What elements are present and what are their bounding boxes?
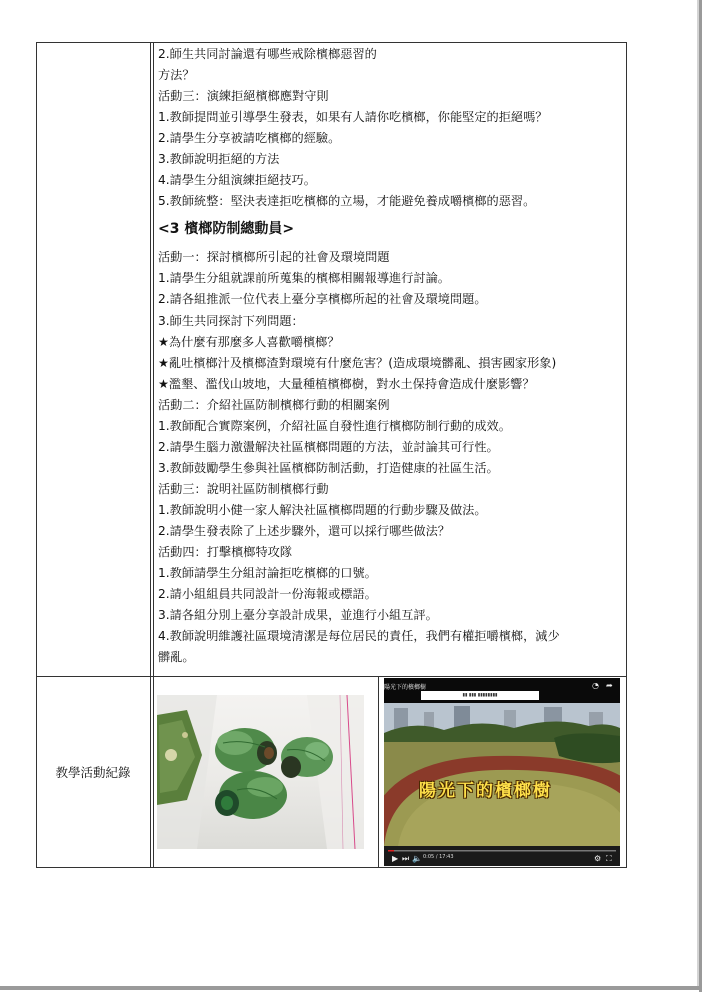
lesson-line: 4.教師說明維護社區環境清潔是每位居民的責任，我們有權拒嚼檳榔，減少 bbox=[158, 629, 560, 644]
lesson-content bbox=[158, 44, 626, 668]
lesson-line: 3.教師說明拒絕的方法 bbox=[158, 152, 280, 167]
lesson-line: 活動四：打擊檳榔特攻隊 bbox=[158, 545, 293, 560]
lesson-line: 1.教師提問並引導學生發表，如果有人請你吃檳榔，你能堅定的拒絕嗎？ bbox=[158, 110, 548, 125]
fullscreen-icon[interactable]: ⛶ bbox=[606, 854, 612, 863]
clock-icon[interactable]: ◔ bbox=[592, 681, 599, 690]
lesson-line: 活動二：介紹社區防制檳榔行動的相關案例 bbox=[158, 397, 390, 412]
lesson-line: ★為什麼有那麼多人喜歡嚼檳榔？ bbox=[158, 334, 340, 349]
settings-icon[interactable]: ⚙ bbox=[594, 854, 602, 863]
lesson-line: 3.教師鼓勵學生參與社區檳榔防制活動，打造健康的社區生活。 bbox=[158, 460, 499, 475]
lesson-line: ★濫墾、濫伐山坡地，大量種植檳榔樹，對水土保持會造成什麼影響？ bbox=[158, 376, 535, 391]
lesson-line: 活動三：說明社區防制檳榔行動 bbox=[158, 481, 329, 496]
record-label: 教學活動紀錄 bbox=[55, 765, 131, 780]
volume-icon[interactable]: 🔈 bbox=[412, 854, 422, 863]
video-caption-overlay: 陽光下的檳榔樹 bbox=[419, 781, 552, 801]
lesson-line: 3.師生共同探討下列問題： bbox=[158, 313, 304, 328]
next-icon[interactable]: ⏭ bbox=[402, 854, 410, 863]
page-shadow-bottom bbox=[0, 986, 702, 990]
lesson-line: 1.請學生分組就課前所蒐集的檳榔相關報導進行討論。 bbox=[158, 271, 450, 286]
lesson-line: 活動三：演練拒絕檳榔應對守則 bbox=[158, 89, 329, 104]
lesson-line: ★亂吐檳榔汁及檳榔渣對環境有什麼危害？(造成環境髒亂、損害國家形象) bbox=[158, 355, 557, 370]
lesson-line: 3.請各組分別上臺分享設計成果，並進行小組互評。 bbox=[158, 608, 438, 623]
lesson-line: 1.教師說明小健一家人解決社區檳榔問題的行動步驟及做法。 bbox=[158, 502, 487, 517]
lesson-line: 1.教師請學生分組討論拒吃檳榔的口號。 bbox=[158, 566, 377, 581]
lesson-line: 2.請各組推派一位代表上臺分享檳榔所起的社會及環境問題。 bbox=[158, 292, 487, 307]
lesson-line: 5.教師統整：堅決表達拒吃檳榔的立場，才能避免養成嚼檳榔的惡習。 bbox=[158, 194, 536, 209]
video-time: 0:05 / 17:43 bbox=[423, 854, 454, 860]
lesson-line: 2.請學生分享被請吃檳榔的經驗。 bbox=[158, 131, 341, 146]
video-info-badge: ▮▮ ▮▮▮ ▮▮▮▮▮▮▮▮ bbox=[421, 691, 539, 700]
lesson-line: 髒亂。 bbox=[158, 650, 195, 665]
lesson-line: 2.請學生腦力激盪解決社區檳榔問題的方法，並討論其可行性。 bbox=[158, 439, 499, 454]
video-player[interactable] bbox=[384, 678, 620, 866]
share-icon[interactable]: ➦ bbox=[606, 681, 613, 690]
video-title: 陽光下的檳榔樹 bbox=[384, 684, 427, 691]
play-icon[interactable]: ▶ bbox=[392, 854, 399, 863]
lesson-line: 2.師生共同討論還有哪些戒除檳榔惡習的 bbox=[158, 47, 377, 61]
betel-nut-photo bbox=[157, 695, 364, 849]
lesson-line: 方法？ bbox=[158, 68, 195, 83]
lesson-line: 2.請學生發表除了上述步驟外，還可以採行哪些做法？ bbox=[158, 523, 450, 538]
lesson-line: 活動一：探討檳榔所引起的社會及環境問題 bbox=[158, 250, 390, 265]
lesson-line: 2.請小組組員共同設計一份海報或標語。 bbox=[158, 587, 377, 602]
section-heading: <3 檳榔防制總動員> bbox=[158, 221, 295, 238]
page-shadow-right bbox=[699, 0, 702, 992]
lesson-line: 4.請學生分組演練拒絕技巧。 bbox=[158, 173, 316, 188]
lesson-line: 1.教師配合實際案例，介紹社區自發性進行檳榔防制行動的成效。 bbox=[158, 418, 511, 433]
